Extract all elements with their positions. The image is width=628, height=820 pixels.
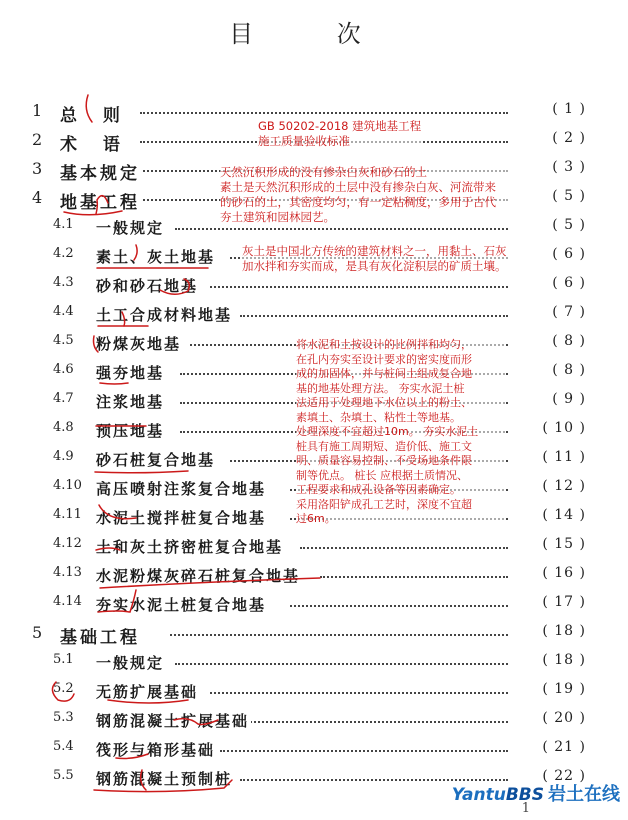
toc-entry[interactable] [0, 565, 628, 587]
toc-number: 5.2 [53, 681, 74, 696]
toc-page: ( 2 ) [552, 130, 586, 146]
toc-label: 强夯地基 [96, 364, 165, 382]
toc-number: 4.3 [53, 275, 74, 290]
suitu-note: 天然沉积形成的没有掺杂白灰和砂石的土 素土是天然沉积形成的土层中没有掺杂白灰、河流带来 的砂石的土，其密度均匀，有一定粘稠度，多用于古代 夯土建筑和园林园艺。 [220, 165, 538, 225]
toc-page: ( 22 ) [542, 768, 586, 784]
toc-entry[interactable] [0, 536, 628, 558]
toc-page: ( 17 ) [542, 594, 586, 610]
toc-label: 无筋扩展基础 [96, 683, 199, 701]
toc-leader [140, 112, 508, 114]
standard-note: GB 50202-2018 建筑地基工程 施工质量验收标准 [258, 119, 422, 148]
toc-label: 土和灰土挤密桩复合地基 [96, 538, 284, 556]
toc-number: 4 [32, 188, 43, 207]
toc-page: ( 8 ) [552, 362, 586, 378]
toc-entry[interactable] [0, 304, 628, 326]
toc-number: 4.14 [53, 594, 82, 609]
toc-number: 4.8 [53, 420, 74, 435]
toc-number: 5.5 [53, 768, 74, 783]
toc-label: 土工合成材料地基 [96, 306, 233, 324]
toc-label: 筏形与箱形基础 [96, 741, 216, 759]
toc-entry[interactable] [0, 681, 628, 703]
toc-number: 2 [32, 130, 43, 149]
page-number: 1 [521, 801, 530, 816]
toc-page: ( 14 ) [542, 507, 586, 523]
toc-number: 5.3 [53, 710, 74, 725]
toc-number: 4.11 [53, 507, 82, 522]
toc-page: ( 6 ) [552, 246, 586, 262]
logo-yantu-text: Yantu [451, 785, 506, 805]
toc-label: 注浆地基 [96, 393, 165, 411]
toc-page: ( 10 ) [542, 420, 586, 436]
toc-page: ( 1 ) [552, 101, 586, 117]
toc-number: 4.1 [53, 217, 74, 232]
hangshi-note: 将水泥和土按设计的比例拌和均匀， 在孔内夯实至设计要求的密实度而形 成的加固体，并与桩间土组成复合地 基的地基处理方法。 夯实水泥土桩 法适用于处理地下水位以上的粉土、 素填土、杂填土、粘性土等地基。 处理深度不宜超过10m。 夯实水泥土 桩具有施工周期短、造价低、施工文 明、质量容易控制、不受场地条件限 制等优点。 桩长 应根据土质情况、 工程要求和成孔设备等因素确定。 采用洛阳铲成孔工艺时，深度不宜超 过6m。 [296, 338, 506, 527]
toc-label: 预压地基 [96, 422, 165, 440]
toc-label: 素土、灰土地基 [96, 248, 216, 266]
toc-entry[interactable] [0, 652, 628, 674]
toc-page: ( 7 ) [552, 304, 586, 320]
huitu-note: 灰土是中国北方传统的建筑材料之一，用黏土、石灰 加水拌和夯实而成，是具有灰化淀积层的矿质土壤。 [242, 244, 532, 274]
toc-entry[interactable] [0, 623, 628, 648]
toc-leader [175, 663, 508, 665]
toc-number: 4.7 [53, 391, 74, 406]
toc-page: ( 3 ) [552, 159, 586, 175]
toc-leader [290, 605, 508, 607]
toc-number: 5 [32, 623, 43, 642]
toc-number: 1 [32, 101, 43, 120]
toc-leader [170, 634, 508, 636]
toc-number: 5.4 [53, 739, 74, 754]
toc-page: ( 18 ) [542, 623, 586, 639]
toc-page: ( 15 ) [542, 536, 586, 552]
toc-number: 5.1 [53, 652, 74, 667]
toc-number: 3 [32, 159, 43, 178]
toc-label: 钢筋混凝土扩展基础 [96, 712, 250, 730]
toc-number: 4.10 [53, 478, 82, 493]
toc-page: ( 18 ) [542, 652, 586, 668]
toc-label: 总 则 [60, 101, 132, 126]
toc-number: 4.9 [53, 449, 74, 464]
toc-number: 4.5 [53, 333, 74, 348]
toc-label: 水泥土搅拌桩复合地基 [96, 509, 267, 527]
toc-leader [240, 315, 508, 317]
toc-label: 术 语 [60, 130, 132, 155]
toc-label: 夯实水泥土桩复合地基 [96, 596, 267, 614]
toc-label: 粉煤灰地基 [96, 335, 182, 353]
toc-page: ( 16 ) [542, 565, 586, 581]
toc-entry[interactable] [0, 594, 628, 616]
logo-bbs-text: BBS [505, 785, 544, 805]
toc-leader [250, 721, 508, 723]
toc-leader [175, 228, 508, 230]
toc-leader [320, 576, 508, 578]
page-title: 目 次 [229, 20, 399, 48]
toc-label: 高压喷射注浆复合地基 [96, 480, 267, 498]
toc-label: 地基工程 [60, 188, 142, 213]
logo-cn-text: 岩土在线 [548, 784, 620, 805]
toc-leader [220, 750, 508, 752]
toc-label: 钢筋混凝土预制桩 [96, 770, 233, 788]
toc-page: ( 11 ) [542, 449, 586, 465]
toc-leader [210, 286, 508, 288]
toc-entry[interactable] [0, 275, 628, 297]
toc-leader [300, 547, 508, 549]
toc-leader [210, 692, 508, 694]
toc-page: ( 21 ) [542, 739, 586, 755]
toc-label: 砂石桩复合地基 [96, 451, 216, 469]
toc-number: 4.4 [53, 304, 74, 319]
toc-page: ( 5 ) [552, 188, 586, 204]
toc-label: 砂和砂石地基 [96, 277, 199, 295]
toc-page: ( 8 ) [552, 333, 586, 349]
toc-label: 一般规定 [96, 654, 165, 672]
toc-page: ( 12 ) [542, 478, 586, 494]
underline-mark [95, 471, 188, 473]
toc-page: ( 19 ) [542, 681, 586, 697]
toc-page: ( 20 ) [542, 710, 586, 726]
toc-label: 基本规定 [60, 159, 142, 184]
toc-entry[interactable] [0, 710, 628, 732]
toc-label: 一般规定 [96, 219, 165, 237]
toc-page: ( 6 ) [552, 275, 586, 291]
toc-number: 4.12 [53, 536, 82, 551]
toc-page: ( 5 ) [552, 217, 586, 233]
yantu-logo [452, 780, 620, 806]
toc-label: 水泥粉煤灰碎石桩复合地基 [96, 567, 301, 585]
toc-entry[interactable] [0, 739, 628, 761]
toc-number: 4.2 [53, 246, 74, 261]
toc-label: 基础工程 [60, 623, 142, 648]
toc-page: ( 9 ) [552, 391, 586, 407]
toc-number: 4.6 [53, 362, 74, 377]
toc-number: 4.13 [53, 565, 82, 580]
